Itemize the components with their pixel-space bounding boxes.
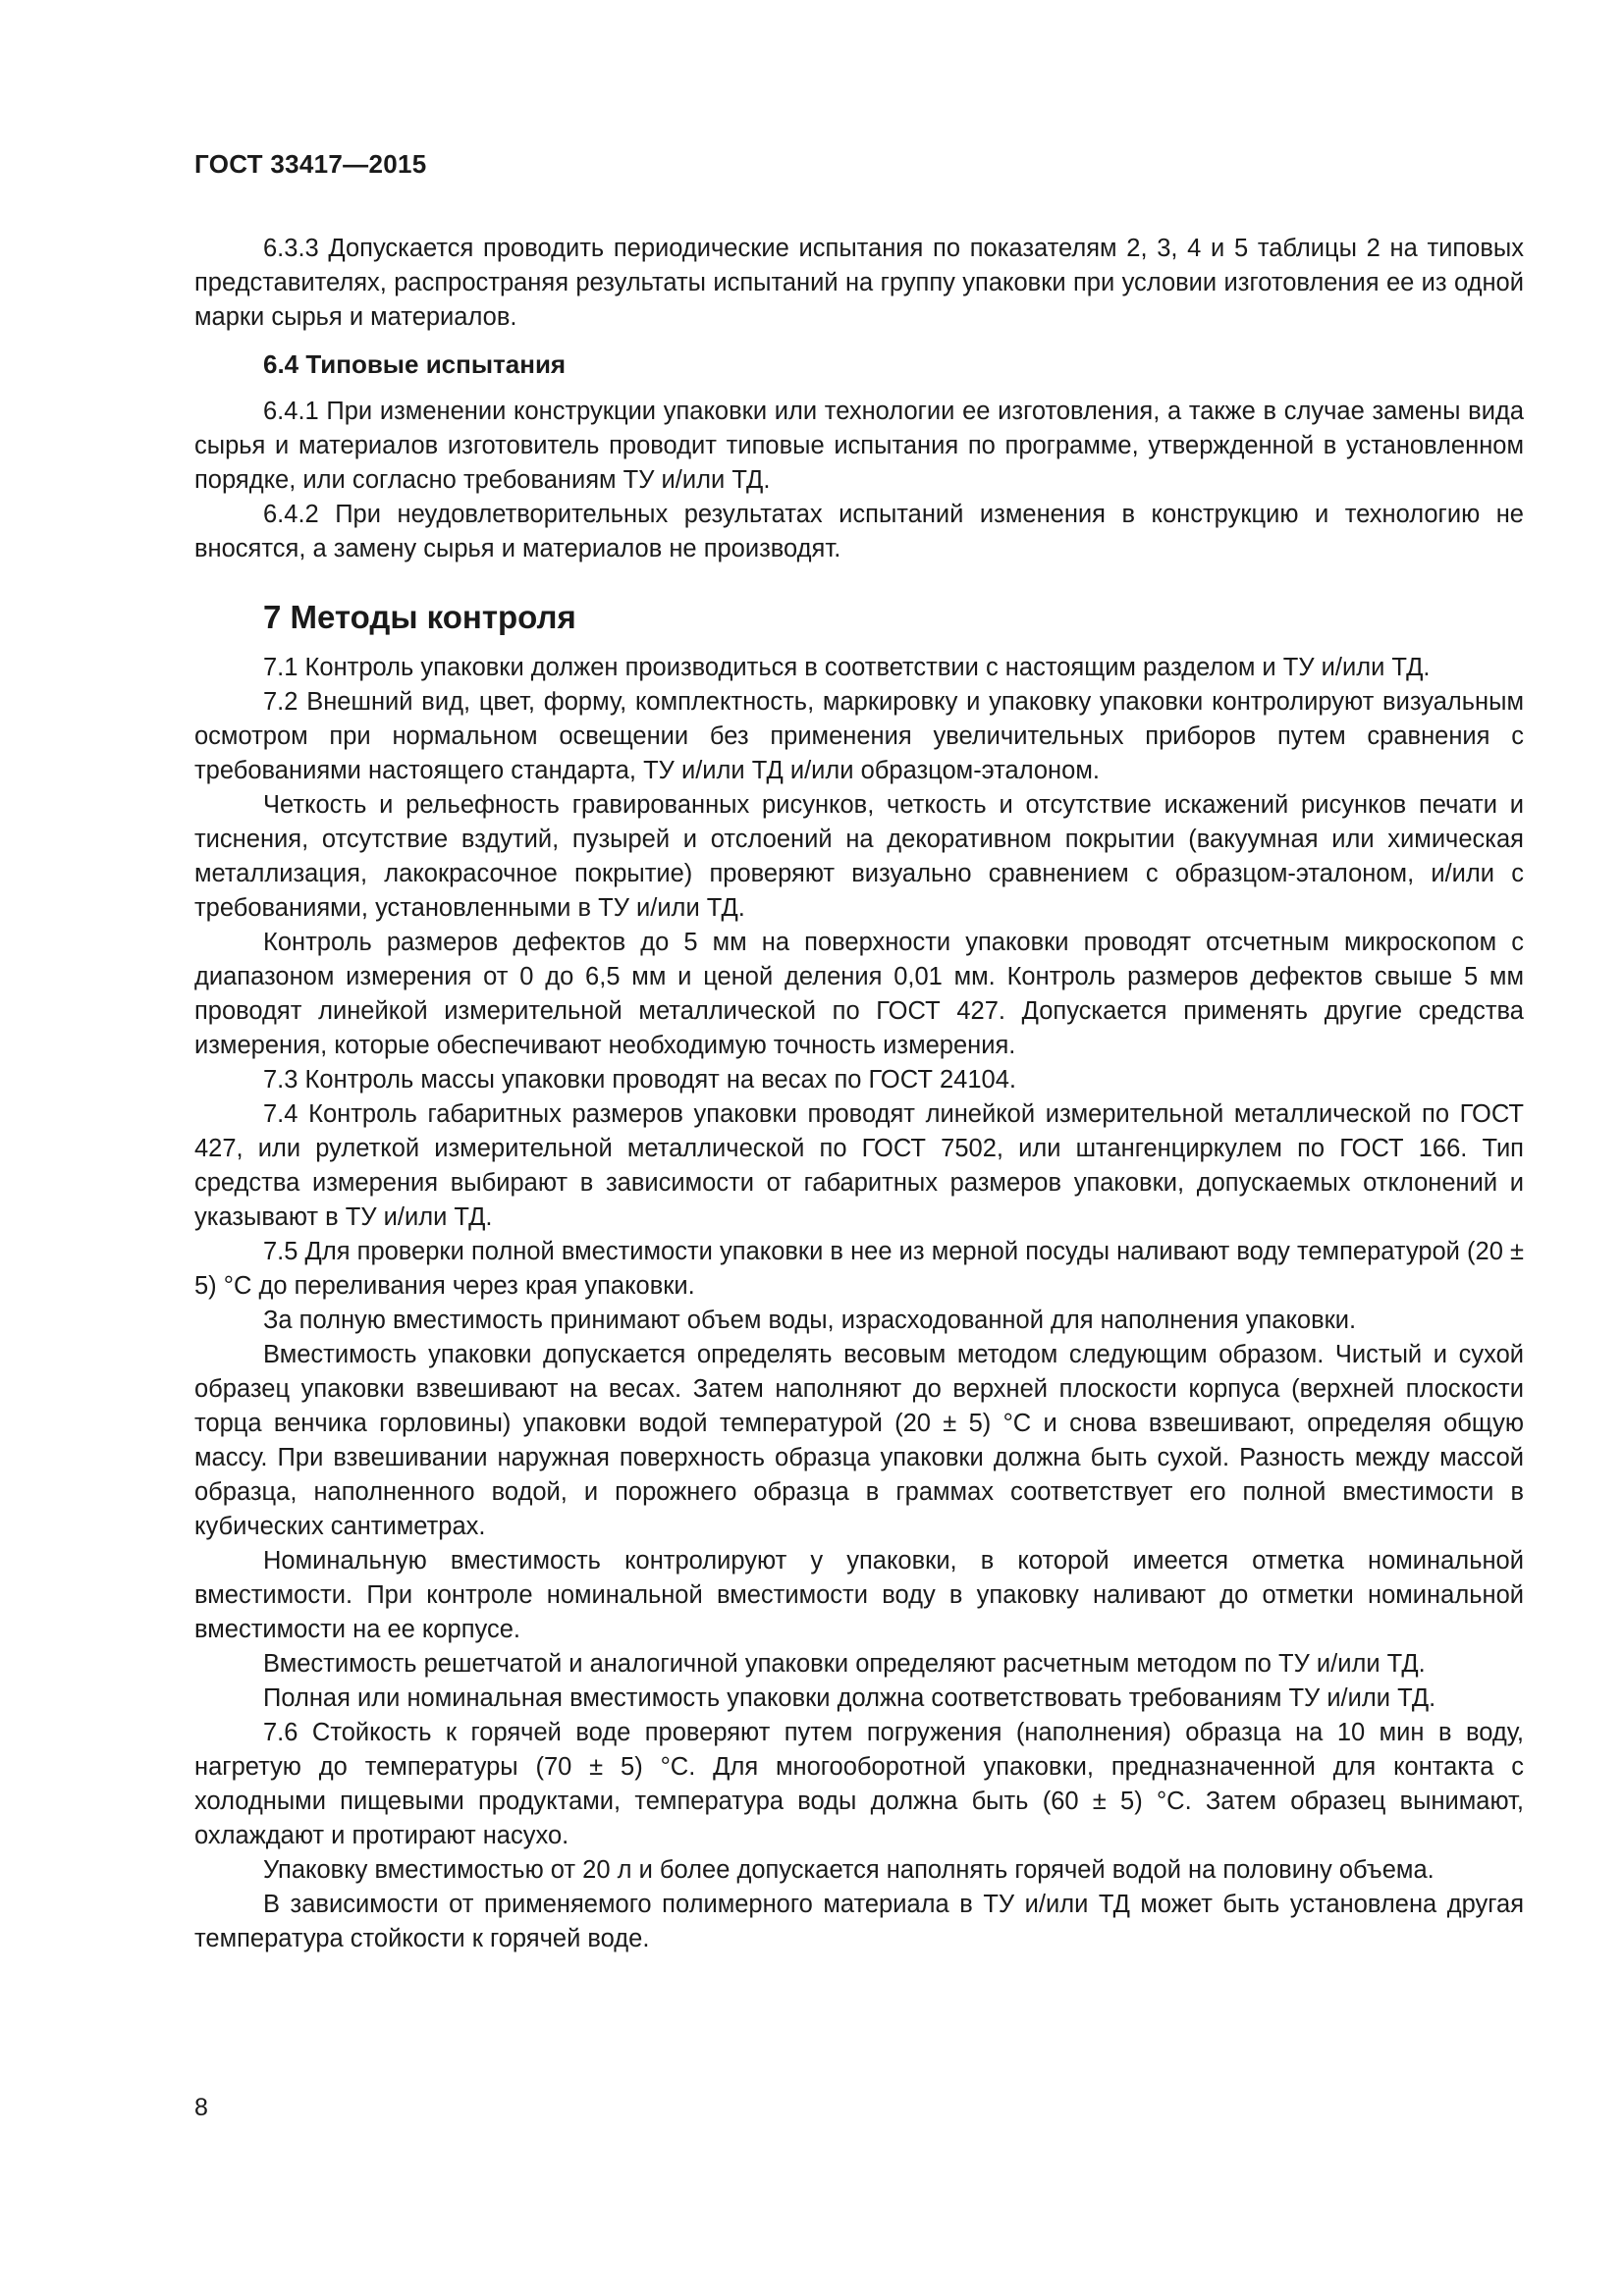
paragraph-7-3: 7.3 Контроль массы упаковки проводят на весах по ГОСТ 24104. xyxy=(263,1066,1016,1094)
paragraph-7-2-clarity: Четкость и рельефность гравированных рисунков, четкость и отсутствие искажений рисунков печати и тиснения, отсутствие вздутий, пузырей и отслоений на декоративном покрытии (вакуумная или химическая металлизация, лакокрасочное покрытие) проверяют визуально сравнением с образцом-эталоном, и/или с требованиями, установленными в ТУ и/или ТД. xyxy=(194,791,1524,922)
section-title-7: 7 Методы контроля xyxy=(263,599,576,635)
paragraph-7-1: 7.1 Контроль упаковки должен производиться в соответствии с настоящим разделом и ТУ и/или ТД. xyxy=(263,654,1431,681)
document-header: ГОСТ 33417—2015 xyxy=(194,149,427,179)
paragraph-7-6-other-temperature: В зависимости от применяемого полимерного материала в ТУ и/или ТД может быть установлена другая температура стойкости к горячей воде. xyxy=(194,1891,1524,1952)
paragraph-6-4-1: 6.4.1 При изменении конструкции упаковки или технологии ее изготовления, а также в случае замены вида сырья и материалов изготовитель проводит типовые испытания по программе, утвержденной в установленном порядке, или согласно требованиям ТУ и/или ТД. xyxy=(194,398,1524,494)
page-number: 8 xyxy=(194,2094,208,2121)
paragraph-6-3-3: 6.3.3 Допускается проводить периодические испытания по показателям 2, 3, 4 и 5 таблицы 2 на типовых представителях, распространяя результаты испытаний на группу упаковки при условии изготовления ее из одной марки сырья и материалов. xyxy=(194,235,1524,331)
paragraph-7-5-weight-method: Вместимость упаковки допускается определять весовым методом следующим образом. Чистый и сухой образец упаковки взвешивают на весах. Затем наполняют до верхней плоскости корпуса (верхней плоскости торца венчика горловины) упаковки водой температурой (20 ± 5) °С и снова взвешивают, определяя общую массу. При взвешивании наружная поверхность образца упаковки должна быть сухой. Разность между массой образца, наполненного водой, и порожнего образца в граммах соответствует его полной вместимости в кубических сантиметрах. xyxy=(194,1341,1524,1540)
paragraph-6-4-2: 6.4.2 При неудовлетворительных результатах испытаний изменения в конструкцию и технологию не вносятся, а замену сырья и материалов не производят. xyxy=(194,501,1524,562)
paragraph-7-5: 7.5 Для проверки полной вместимости упаковки в нее из мерной посуды наливают воду температурой (20 ± 5) °С до переливания через края упаковки. xyxy=(194,1238,1524,1300)
paragraph-7-5-nominal-capacity: Номинальную вместимость контролируют у упаковки, в которой имеется отметка номинальной вместимости. При контроле номинальной вместимости воду в упаковку наливают до отметки номинальной вместимости на ее корпусе. xyxy=(194,1547,1524,1643)
paragraph-7-5-full-capacity: За полную вместимость принимают объем воды, израсходованной для наполнения упаковки. xyxy=(263,1307,1357,1334)
paragraph-7-4: 7.4 Контроль габаритных размеров упаковки проводят линейкой измерительной металлической по ГОСТ 427, или рулеткой измерительной металлической по ГОСТ 7502, или штангенциркулем по ГОСТ 166. Тип средства измерения выбирают в зависимости от габаритных размеров упаковки, допускаемых отклонений и указывают в ТУ и/или ТД. xyxy=(194,1100,1524,1231)
document-page xyxy=(194,147,1524,1956)
paragraph-7-5-lattice-capacity: Вместимость решетчатой и аналогичной упаковки определяют расчетным методом по ТУ и/или ТД. xyxy=(263,1650,1426,1678)
subsection-title-6-4: 6.4 Типовые испытания xyxy=(263,349,567,379)
paragraph-7-6-half-volume: Упаковку вместимостью от 20 л и более допускается наполнять горячей водой на половину объема. xyxy=(263,1856,1435,1884)
paragraph-7-6: 7.6 Стойкость к горячей воде проверяют путем погружения (наполнения) образца на 10 мин в воду, нагретую до температуры (70 ± 5) °С. Для многооборотной упаковки, предназначенной для контакта с холодными пищевыми продуктами, температура воды должна быть (60 ± 5) °С. Затем образец вынимают, охлаждают и протирают насухо. xyxy=(194,1719,1524,1849)
paragraph-7-5-requirements: Полная или номинальная вместимость упаковки должна соответствовать требованиям ТУ и/или ТД. xyxy=(263,1684,1436,1712)
paragraph-7-2-defects: Контроль размеров дефектов до 5 мм на поверхности упаковки проводят отсчетным микроскопом с диапазоном измерения от 0 до 6,5 мм и ценой деления 0,01 мм. Контроль размеров дефектов свыше 5 мм проводят линейкой измерительной металлической по ГОСТ 427. Допускается применять другие средства измерения, которые обеспечивают необходимую точность измерения. xyxy=(194,929,1524,1059)
paragraph-7-2: 7.2 Внешний вид, цвет, форму, комплектность, маркировку и упаковку упаковки контролируют визуальным осмотром при нормальном освещении без применения увеличительных приборов путем сравнения с требованиями настоящего стандарта, ТУ и/или ТД и/или образцом-эталоном. xyxy=(194,688,1524,784)
